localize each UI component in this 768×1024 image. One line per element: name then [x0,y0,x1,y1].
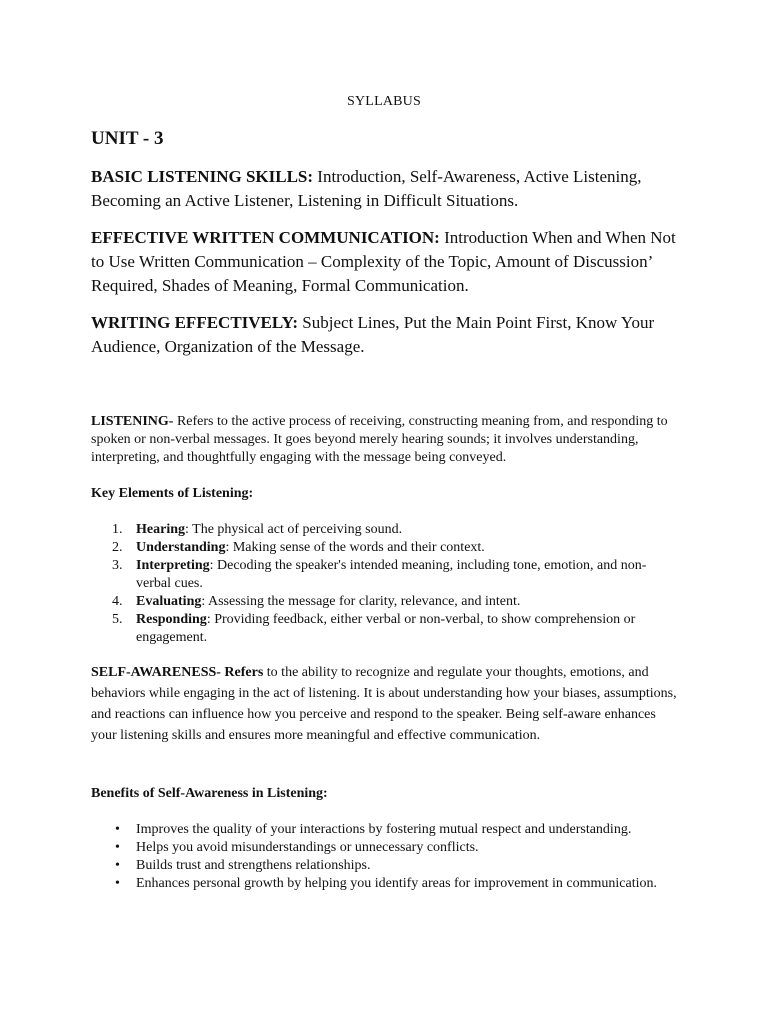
list-item [91,557,681,593]
self-awareness-term: SELF-AWARENESS- Refers [91,665,264,680]
syllabus-title: SYLLABUS [347,94,421,109]
unit-heading: UNIT - 3 [91,128,164,149]
list-item [91,521,681,539]
list-item [91,539,681,557]
list-item [91,611,681,647]
topic-basic-listening-skills [91,165,681,213]
list-number: 4. [112,594,123,609]
list-number: 2. [112,540,123,555]
list-item-term: Hearing [136,522,185,537]
list-item-text: Builds trust and strengthens relationships. [136,858,371,873]
bullet-icon: • [115,822,120,837]
list-item-text: Enhances personal growth by helping you identify areas for improvement in communication. [136,876,657,891]
list-item [91,821,681,839]
topic-heading: EFFECTIVE WRITTEN COMMUNICATION: [91,228,440,247]
benefits-heading: Benefits of Self-Awareness in Listening: [91,786,328,801]
list-item-text: : Decoding the speaker's intended meaning, including tone, emotion, and non-verbal cues. [136,558,647,591]
bullet-icon: • [115,840,120,855]
topic-text: Introduction When and When Not to Use Written Communication – Complexity of the Topic, Amount of Discussion’ Required, Shades of Meaning, Formal Communication. [91,228,676,295]
list-item-term: Evaluating [136,594,202,609]
list-number: 1. [112,522,123,537]
listening-text: Refers to the active process of receiving, constructing meaning from, and responding to spoken or non-verbal messages. It goes beyond merely hearing sounds; it involves understanding, interpreting, and thoughtfully engaging with the message being conveyed. [91,414,668,465]
list-item [91,875,681,893]
listening-term: LISTENING- [91,414,174,429]
bullet-icon: • [115,876,120,891]
list-item [91,593,681,611]
topic-effective-written-communication [91,226,681,298]
bullet-icon: • [115,858,120,873]
list-item-text: : Assessing the message for clarity, relevance, and intent. [201,594,521,609]
topic-heading: WRITING EFFECTIVELY: [91,313,299,332]
key-elements-heading: Key Elements of Listening: [91,486,254,501]
list-item-text: : Providing feedback, either verbal or non-verbal, to show comprehension or engagement. [136,612,636,645]
topic-heading: BASIC LISTENING SKILLS: [91,167,314,186]
list-item [91,839,681,857]
topic-writing-effectively [91,311,681,359]
list-number: 5. [112,612,123,627]
benefits-list [91,821,681,893]
list-item-term: Responding [136,612,207,627]
list-number: 3. [112,558,123,573]
topic-text: Subject Lines, Put the Main Point First, Know Your Audience, Organization of the Message. [91,313,655,356]
listening-definition [91,413,681,467]
list-item-term: Interpreting [136,558,210,573]
list-item-text: : Making sense of the words and their context. [225,540,485,555]
list-item [91,857,681,875]
list-item-term: Understanding [136,540,226,555]
list-item-text: : The physical act of perceiving sound. [185,522,403,537]
list-item-text: Improves the quality of your interactions by fostering mutual respect and understanding. [136,822,632,837]
self-awareness-text: to the ability to recognize and regulate your thoughts, emotions, and behaviors while engaging in the act of listening. It is about understanding how your biases, assumptions, and reactions can influence how you perceive and respond to the speaker. Being self-aware enhances your listening skills and ensures more meaningful and effective communication. [91,665,677,743]
self-awareness-definition [91,662,681,746]
key-elements-list [91,521,681,647]
list-item-text: Helps you avoid misunderstandings or unnecessary conflicts. [136,840,479,855]
topic-text: Introduction, Self-Awareness, Active Listening, Becoming an Active Listener, Listening in Difficult Situations. [91,167,642,210]
